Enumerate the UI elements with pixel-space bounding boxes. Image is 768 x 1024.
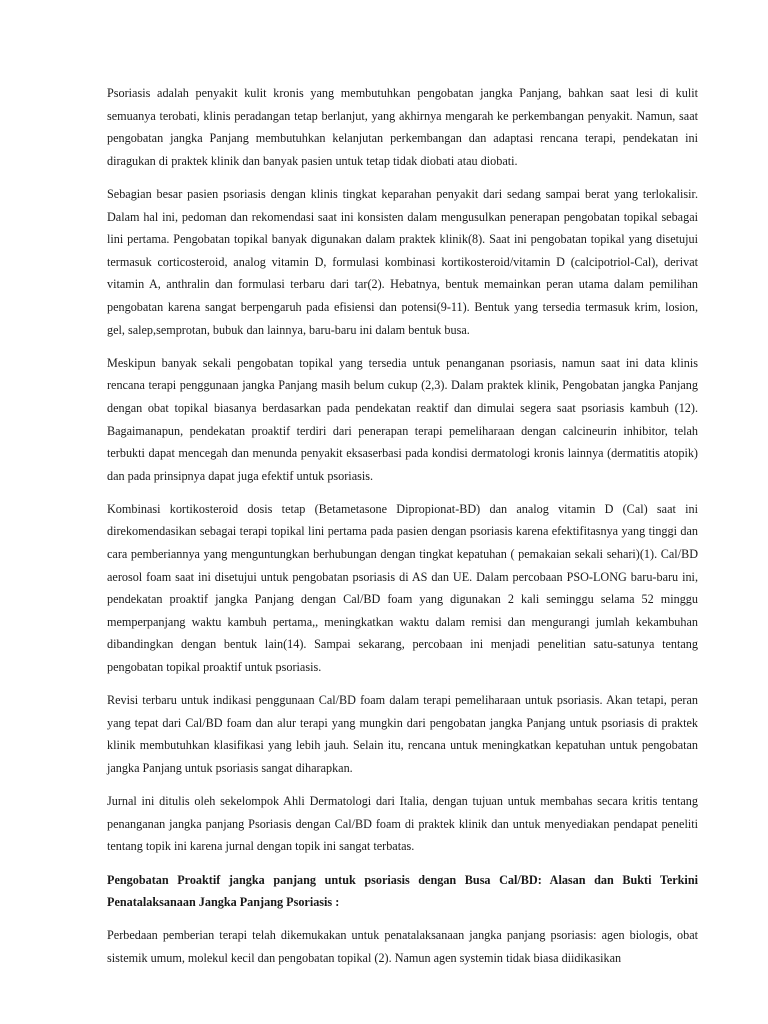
paragraph-revision: Revisi terbaru untuk indikasi penggunaan Cal/BD foam dalam terapi pemeliharaan untuk psoriasis. Akan tetapi, peran yang tepat dari Cal/BD foam dan alur terapi yang mungkin dari pengobatan jangka Panjang untuk psoriasis di praktek klinik membutuhkan klasifikasi yang lebih jauh. Selain itu, rencana untuk meningkatkan kepatuhan untuk pengobatan jangka Panjang untuk psoriasis sangat diharapkan.	[107, 693, 698, 775]
document-body	[107, 82, 698, 980]
paragraph-therapy-differences: Perbedaan pemberian terapi telah dikemukakan untuk penatalaksanaan jangka panjang psoriasis: agen biologis, obat sistemik umum, molekul kecil dan pengobatan topikal (2). Namun agen systemin tidak biasa diidikasikan	[107, 928, 698, 965]
paragraph-intro: Psoriasis adalah penyakit kulit kronis yang membutuhkan pengobatan jangka Panjang, bahkan saat lesi di kulit semuanya terobati, klinis peradangan tetap berlanjut, yang akhirnya mengarah ke perkembangan penyakit. Namun, saat pengobatan jangka Panjang membutuhkan kelanjutan perkembangan dan adaptasi rencana terapi, pendekatan ini diragukan di praktek klinik dan banyak pasien untuk tetap tidak diobati atau diobati.	[107, 86, 698, 168]
section-heading: Pengobatan Proaktif jangka panjang untuk psoriasis dengan Busa Cal/BD: Alasan dan Bukti Terkini Penatalaksanaan Jangka Panjang Psoriasis :	[107, 872, 698, 910]
paragraph-cal-bd-combination: Kombinasi kortikosteroid dosis tetap (Betametasone Dipropionat-BD) dan analog vitamin D (Cal) saat ini direkomendasikan sebagai terapi topikal lini pertama pada pasien dengan psoriasis karena efektifitasnya yang tinggi dan cara pemberiannya yang menguntungkan berhubungan dengan tingkat kepatuhan ( pemakaian sekali sehari)(1). Cal/BD aerosol foam saat ini disetujui untuk pengobatan psoriasis di AS dan UE. Dalam percobaan PSO-LONG baru-baru ini, pendekatan proaktif jangka Panjang dengan Cal/BD foam yang digunakan 2 kali seminggu selama 52 minggu memperpanjang waktu kambuh pertama,, meningkatkan waktu dalam remisi dan mengurangi jumlah kekambuhan dibandingkan dengan bentuk lain(14). Sampai sekarang, percobaan ini menjadi penelitian satu-satunya tentang pengobatan topikal proaktif untuk psoriasis.	[107, 501, 698, 675]
paragraph-proactive-approach: Meskipun banyak sekali pengobatan topikal yang tersedia untuk penanganan psoriasis, namun saat ini data klinis rencana terapi penggunaan jangka Panjang masih belum cukup (2,3). Dalam praktek klinik, Pengobatan jangka Panjang dengan obat topikal biasanya berdasarkan pada pendekatan reaktif dan dimulai segera saat psoriasis kambuh (12). Bagaimanapun, pendekatan proaktif terdiri dari penerapan terapi pemeliharaan dengan calcineurin inhibitor, telah terbukti dapat mencegah dan menunda penyakit eksaserbasi pada kondisi dermatologi kronis lainnya (dermatitis atopik) dan pada prinsipnya dapat juga efektif untuk psoriasis.	[107, 355, 698, 483]
paragraph-topical-treatment: Sebagian besar pasien psoriasis dengan klinis tingkat keparahan penyakit dari sedang sampai berat yang terlokalisir. Dalam hal ini, pedoman dan rekomendasi saat ini konsisten dalam mengusulkan penerapan pengobatan topikal sebagai lini pertama. Pengobatan topikal banyak digunakan dalam praktek klinik(8). Saat ini pengobatan topikal yang disetujui termasuk corticosteroid, analog vitamin D, formulasi kombinasi kortikosteroid/vitamin D (calcipotriol-Cal), derivat vitamin A, anthralin dan formulasi terbaru dari tar(2). Hebatnya, bentuk memainkan peran utama dalam pemilihan pengobatan karena sangat berpengaruh pada efisiensi dan potensi(9-11). Bentuk yang tersedia termasuk krim, losion, gel, salep,semprotan, bubuk dan lainnya, baru-baru ini dalam bentuk busa.	[107, 186, 698, 337]
paragraph-journal-purpose: Jurnal ini ditulis oleh sekelompok Ahli Dermatologi dari Italia, dengan tujuan untuk membahas secara kritis tentang penanganan jangka panjang Psoriasis dengan Cal/BD foam di praktek klinik dan untuk menyediakan pendapat peneliti tentang topik ini karena jurnal dengan topik ini sangat terbatas.	[107, 794, 698, 854]
